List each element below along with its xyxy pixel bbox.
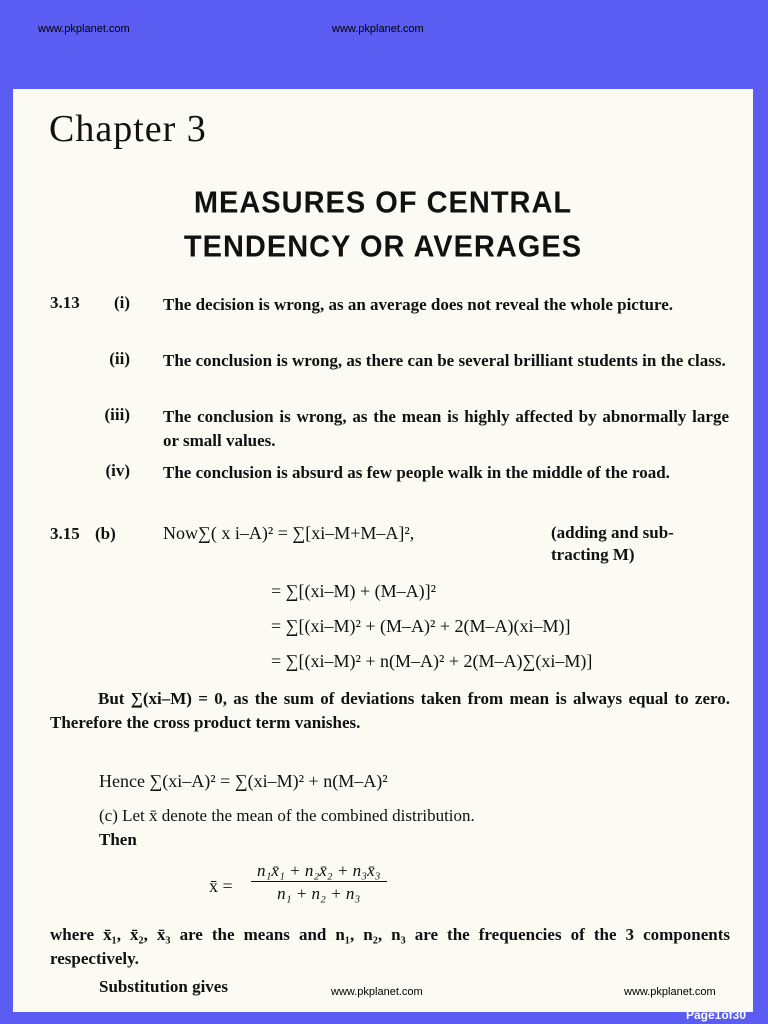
item-text-i: The decision is wrong, as an average does not reveal the whole picture. <box>163 295 673 314</box>
item-roman-i: (i) <box>113 293 130 312</box>
item-roman-ii: (ii) <box>109 349 130 368</box>
fraction-lhs: x̄ = <box>209 876 233 896</box>
then-text: Then <box>99 830 137 849</box>
fraction-denominator: n₁ + n₂ + n₃ <box>277 884 361 903</box>
watermark-url-top-center: www.pkplanet.com <box>332 23 424 35</box>
equation-1-note-line-2: tracting M) <box>551 545 635 564</box>
watermark-url-bottom-center: www.pkplanet.com <box>331 986 423 998</box>
equation-4: = ∑[(xi–M)² + n(M–A)² + 2(M–A)∑(xi–M)] <box>271 651 593 671</box>
item-roman-iii: (iii) <box>104 405 130 424</box>
equation-1-note-line-1: (adding and sub- <box>551 523 674 542</box>
title-line-2: TENDENCY OR AVERAGES <box>183 230 583 264</box>
chapter-heading: Chapter 3 <box>49 108 207 150</box>
question-number-3-13: 3.13 <box>50 293 80 312</box>
item-text-iv: The conclusion is absurd as few people walk in the middle of the road. <box>163 463 670 482</box>
equation-hence: Hence ∑(xi–A)² = ∑(xi–M)² + n(M–A)² <box>99 771 388 791</box>
paragraph-cross-product: But ∑(xi–M) = 0, as the sum of deviations taken from mean is always equal to zero. Therefore the cross product term vanishes. <box>50 689 730 732</box>
fraction-numerator: n₁x̄₁ + n₂x̄₂ + n₃x̄₃ <box>251 861 387 882</box>
part-c-statement: (c) Let x̄ denote the mean of the combined distribution. <box>99 806 475 825</box>
page-number-indicator: Page1of30 <box>685 1008 746 1022</box>
item-roman-iv: (iv) <box>105 461 130 480</box>
watermark-url-top-left: www.pkplanet.com <box>38 23 130 35</box>
item-text-iii: The conclusion is wrong, as the mean is highly affected by abnormally large or small values. <box>163 407 729 450</box>
item-text-ii: The conclusion is wrong, as there can be several brilliant students in the class. <box>163 351 726 370</box>
part-b-label: (b) <box>95 524 116 543</box>
mean-fraction <box>251 861 387 904</box>
document-page <box>13 89 753 1012</box>
substitution-text: Substitution gives <box>99 977 228 996</box>
watermark-url-bottom-right: www.pkplanet.com <box>624 986 716 998</box>
paragraph-where: where x̄₁, x̄₂, x̄₃ are the means and n₁, n₂, n₃ are the frequencies of the 3 components respectively. <box>50 925 730 968</box>
title-line-1: MEASURES OF CENTRAL <box>193 186 573 220</box>
equation-3: = ∑[(xi–M)² + (M–A)² + 2(M–A)(xi–M)] <box>271 616 571 636</box>
equation-1: Now∑( x i–A)² = ∑[xi–M+M–A]², <box>163 523 415 543</box>
equation-2: = ∑[(xi–M) + (M–A)]² <box>271 581 437 601</box>
question-number-3-15: 3.15 <box>50 524 80 543</box>
